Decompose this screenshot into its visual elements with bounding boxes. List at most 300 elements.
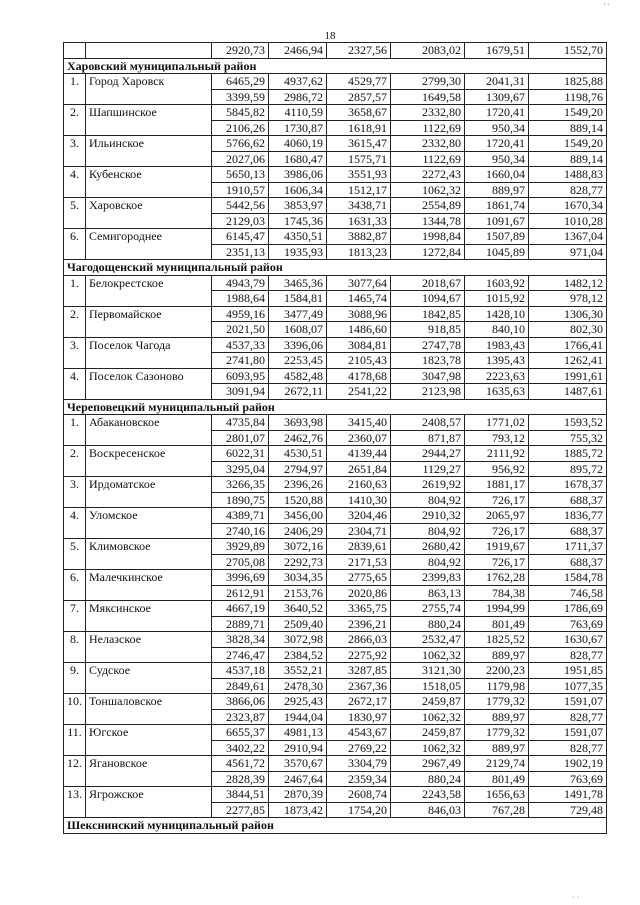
settlement-row <box>64 415 607 431</box>
value-cell: 688,37 <box>529 492 607 508</box>
page-number: 18 <box>324 30 336 42</box>
district-header-row <box>64 399 607 415</box>
value-cell: 2801,07 <box>212 430 269 446</box>
settlement-name: Мяксинское <box>86 601 212 632</box>
settlement-row <box>64 446 607 462</box>
value-cell: 2160,63 <box>327 477 391 493</box>
value-cell: 726,17 <box>465 523 529 539</box>
value-cell: 2747,78 <box>391 337 465 353</box>
value-cell: 4060,19 <box>269 136 327 152</box>
value-cell: 2327,56 <box>327 43 391 59</box>
value-cell: 1813,23 <box>327 244 391 260</box>
value-cell: 2272,43 <box>391 167 465 183</box>
value-cell: 2672,11 <box>269 384 327 400</box>
value-cell: 3693,98 <box>269 415 327 431</box>
value-cell: 1045,89 <box>465 244 529 260</box>
value-cell: 1635,63 <box>465 384 529 400</box>
value-cell: 1618,91 <box>327 120 391 136</box>
value-cell: 2332,80 <box>391 136 465 152</box>
value-cell: 2672,17 <box>327 694 391 710</box>
value-cell: 3204,46 <box>327 508 391 524</box>
value-cell: 2920,73 <box>212 43 269 59</box>
value-cell: 4530,51 <box>269 446 327 462</box>
value-cell: 1745,36 <box>269 213 327 229</box>
value-cell: 2509,40 <box>269 616 327 632</box>
row-index: 3. <box>64 337 86 368</box>
value-cell: 2275,92 <box>327 647 391 663</box>
value-cell: 2243,58 <box>391 787 465 803</box>
value-cell: 1608,07 <box>269 322 327 338</box>
value-cell: 956,92 <box>465 461 529 477</box>
row-index: 13. <box>64 787 86 818</box>
value-cell: 3866,06 <box>212 694 269 710</box>
value-cell: 3929,89 <box>212 539 269 555</box>
settlement-name: Малечкинское <box>86 570 212 601</box>
value-cell: 828,77 <box>529 740 607 756</box>
value-cell: 2467,64 <box>269 771 327 787</box>
row-index: 10. <box>64 694 86 725</box>
value-cell: 1344,78 <box>391 213 465 229</box>
value-cell: 1062,32 <box>391 709 465 725</box>
value-cell: 3551,93 <box>327 167 391 183</box>
settlement-name: Поселок Чагода <box>86 337 212 368</box>
row-index: 7. <box>64 601 86 632</box>
value-cell: 1482,12 <box>529 275 607 291</box>
value-cell: 2332,80 <box>391 105 465 121</box>
value-cell: 1861,74 <box>465 198 529 214</box>
value-cell: 3853,97 <box>269 198 327 214</box>
value-cell: 2541,22 <box>327 384 391 400</box>
settlement-row <box>64 601 607 617</box>
value-cell: 3438,71 <box>327 198 391 214</box>
district-title: Чагодощенский муниципальный район <box>64 260 607 276</box>
value-cell: 1487,61 <box>529 384 607 400</box>
value-cell: 1919,67 <box>465 539 529 555</box>
value-cell: 1730,87 <box>269 120 327 136</box>
value-cell: 3552,21 <box>269 663 327 679</box>
value-cell: 2253,45 <box>269 353 327 369</box>
value-cell: 1122,69 <box>391 151 465 167</box>
district-title: Шекснинский муниципальный район <box>64 818 607 834</box>
value-cell: 3077,64 <box>327 275 391 291</box>
value-cell: 801,49 <box>465 616 529 632</box>
row-index: 6. <box>64 229 86 260</box>
corner-mark: ' ' <box>604 2 609 11</box>
settlement-row <box>64 136 607 152</box>
value-cell: 804,92 <box>391 523 465 539</box>
value-cell: 3658,67 <box>327 105 391 121</box>
value-cell: 1910,57 <box>212 182 269 198</box>
value-cell: 2359,34 <box>327 771 391 787</box>
row-index: 5. <box>64 539 86 570</box>
value-cell: 2105,43 <box>327 353 391 369</box>
value-cell: 1091,67 <box>465 213 529 229</box>
value-cell: 1830,97 <box>327 709 391 725</box>
value-cell: 2925,43 <box>269 694 327 710</box>
value-cell: 3304,79 <box>327 756 391 772</box>
row-index: 1. <box>64 74 86 105</box>
value-cell: 1507,89 <box>465 229 529 245</box>
value-cell: 2396,26 <box>269 477 327 493</box>
value-cell: 1656,63 <box>465 787 529 803</box>
row-index: 1. <box>64 275 86 306</box>
value-cell: 828,77 <box>529 647 607 663</box>
value-cell: 2608,74 <box>327 787 391 803</box>
value-cell: 1593,52 <box>529 415 607 431</box>
value-cell: 1062,32 <box>391 182 465 198</box>
value-cell: 2027,06 <box>212 151 269 167</box>
value-cell: 2857,57 <box>327 89 391 105</box>
settlement-name: Воскресенское <box>86 446 212 477</box>
value-cell: 1552,70 <box>529 43 607 59</box>
value-cell: 1951,85 <box>529 663 607 679</box>
value-cell: 889,97 <box>465 182 529 198</box>
value-cell: 6093,95 <box>212 368 269 384</box>
value-cell: 828,77 <box>529 709 607 725</box>
value-cell: 840,10 <box>465 322 529 338</box>
settlement-name: Ягрожское <box>86 787 212 818</box>
settlement-name: Белокрестское <box>86 275 212 306</box>
row-index: 1. <box>64 415 86 446</box>
settlement-row <box>64 539 607 555</box>
row-index: 12. <box>64 756 86 787</box>
value-cell: 3402,22 <box>212 740 269 756</box>
value-cell: 871,87 <box>391 430 465 446</box>
value-cell: 2554,89 <box>391 198 465 214</box>
value-cell: 4943,79 <box>212 275 269 291</box>
value-cell: 1306,30 <box>529 306 607 322</box>
value-cell: 1766,41 <box>529 337 607 353</box>
value-cell: 2020,86 <box>327 585 391 601</box>
value-cell: 5442,56 <box>212 198 269 214</box>
value-cell: 3477,49 <box>269 306 327 322</box>
settlement-row <box>64 477 607 493</box>
value-cell: 4389,71 <box>212 508 269 524</box>
value-cell: 1649,58 <box>391 89 465 105</box>
value-cell: 2123,98 <box>391 384 465 400</box>
value-cell: 2041,31 <box>465 74 529 90</box>
value-cell: 2223,63 <box>465 368 529 384</box>
value-cell: 1885,72 <box>529 446 607 462</box>
value-cell: 1309,67 <box>465 89 529 105</box>
value-cell: 3415,40 <box>327 415 391 431</box>
value-cell: 2866,03 <box>327 632 391 648</box>
value-cell: 2351,13 <box>212 244 269 260</box>
value-cell: 5650,13 <box>212 167 269 183</box>
value-cell: 1367,04 <box>529 229 607 245</box>
value-cell: 1584,78 <box>529 570 607 586</box>
value-cell: 6655,37 <box>212 725 269 741</box>
value-cell: 828,77 <box>529 182 607 198</box>
value-cell: 1720,41 <box>465 105 529 121</box>
value-cell: 2396,21 <box>327 616 391 632</box>
value-cell: 2129,74 <box>465 756 529 772</box>
settlement-name: Нелазское <box>86 632 212 663</box>
value-cell: 3047,98 <box>391 368 465 384</box>
value-cell: 1994,99 <box>465 601 529 617</box>
value-cell: 2065,97 <box>465 508 529 524</box>
value-cell: 2277,85 <box>212 802 269 818</box>
value-cell: 4178,68 <box>327 368 391 384</box>
row-index: 2. <box>64 446 86 477</box>
value-cell: 3396,06 <box>269 337 327 353</box>
settlement-name: Климовское <box>86 539 212 570</box>
value-cell: 1679,51 <box>465 43 529 59</box>
value-cell: 3399,59 <box>212 89 269 105</box>
value-cell: 2532,47 <box>391 632 465 648</box>
row-index: 4. <box>64 368 86 399</box>
value-cell: 2889,71 <box>212 616 269 632</box>
settlement-row <box>64 167 607 183</box>
tariff-table <box>63 42 607 834</box>
value-cell: 4110,59 <box>269 105 327 121</box>
value-cell: 2910,94 <box>269 740 327 756</box>
settlement-name: Ильинское <box>86 136 212 167</box>
value-cell: 918,85 <box>391 322 465 338</box>
value-cell: 1823,78 <box>391 353 465 369</box>
value-cell: 1991,61 <box>529 368 607 384</box>
row-index: 4. <box>64 167 86 198</box>
value-cell: 2399,83 <box>391 570 465 586</box>
settlement-row <box>64 756 607 772</box>
value-cell: 846,03 <box>391 802 465 818</box>
value-cell: 1660,04 <box>465 167 529 183</box>
value-cell: 895,72 <box>529 461 607 477</box>
value-cell: 4139,44 <box>327 446 391 462</box>
settlement-row <box>64 663 607 679</box>
value-cell: 4529,77 <box>327 74 391 90</box>
value-cell: 1010,28 <box>529 213 607 229</box>
value-cell: 950,34 <box>465 120 529 136</box>
district-header-row <box>64 818 607 834</box>
value-cell: 4667,19 <box>212 601 269 617</box>
value-cell: 3570,67 <box>269 756 327 772</box>
value-cell: 3986,06 <box>269 167 327 183</box>
settlement-name: Ирдоматское <box>86 477 212 508</box>
value-cell: 1762,28 <box>465 570 529 586</box>
settlement-row <box>64 229 607 245</box>
row-index: 3. <box>64 477 86 508</box>
settlement-name: Абаканoвское <box>86 415 212 446</box>
value-cell: 755,32 <box>529 430 607 446</box>
value-cell: 1836,77 <box>529 508 607 524</box>
value-cell: 2018,67 <box>391 275 465 291</box>
value-cell: 1062,32 <box>391 647 465 663</box>
value-cell: 3882,87 <box>327 229 391 245</box>
value-cell: 2360,07 <box>327 430 391 446</box>
value-cell: 1603,92 <box>465 275 529 291</box>
value-cell: 2741,80 <box>212 353 269 369</box>
row-index: 4. <box>64 508 86 539</box>
value-cell: 1512,17 <box>327 182 391 198</box>
value-cell: 889,97 <box>465 709 529 725</box>
settlement-name: Югское <box>86 725 212 756</box>
value-cell: 6465,29 <box>212 74 269 90</box>
value-cell: 1262,41 <box>529 353 607 369</box>
value-cell: 801,49 <box>465 771 529 787</box>
value-cell: 2111,92 <box>465 446 529 462</box>
settlement-row <box>64 725 607 741</box>
value-cell: 1988,64 <box>212 291 269 307</box>
value-cell: 1670,34 <box>529 198 607 214</box>
value-cell: 2171,53 <box>327 554 391 570</box>
value-cell: 1771,02 <box>465 415 529 431</box>
value-cell: 2466,94 <box>269 43 327 59</box>
value-cell: 1680,47 <box>269 151 327 167</box>
value-cell: 880,24 <box>391 616 465 632</box>
value-cell: 1077,35 <box>529 678 607 694</box>
value-cell: 746,58 <box>529 585 607 601</box>
value-cell: 2478,30 <box>269 678 327 694</box>
value-cell: 2462,76 <box>269 430 327 446</box>
row-index: 5. <box>64 198 86 229</box>
value-cell: 971,04 <box>529 244 607 260</box>
settlement-name: Поселок Сазоново <box>86 368 212 399</box>
settlement-name: Кубенское <box>86 167 212 198</box>
district-header-row <box>64 260 607 276</box>
settlement-row <box>64 275 607 291</box>
value-cell: 4537,33 <box>212 337 269 353</box>
value-cell: 3456,00 <box>269 508 327 524</box>
value-cell: 1465,74 <box>327 291 391 307</box>
settlement-row <box>64 787 607 803</box>
value-cell: 1179,98 <box>465 678 529 694</box>
settlement-name: Семигороднее <box>86 229 212 260</box>
value-cell: 1094,67 <box>391 291 465 307</box>
value-cell: 2775,65 <box>327 570 391 586</box>
value-cell: 2967,49 <box>391 756 465 772</box>
value-cell: 2612,91 <box>212 585 269 601</box>
value-cell: 1754,20 <box>327 802 391 818</box>
value-cell: 763,69 <box>529 616 607 632</box>
settlement-row <box>64 105 607 121</box>
district-header-row <box>64 58 607 74</box>
value-cell: 4561,72 <box>212 756 269 772</box>
value-cell: 1998,84 <box>391 229 465 245</box>
settlement-row <box>64 368 607 384</box>
value-cell: 1944,04 <box>269 709 327 725</box>
value-cell: 889,14 <box>529 120 607 136</box>
settlement-row <box>64 337 607 353</box>
value-cell: 4582,48 <box>269 368 327 384</box>
value-cell: 2408,57 <box>391 415 465 431</box>
value-cell: 1881,17 <box>465 477 529 493</box>
name-cell <box>86 43 212 59</box>
value-cell: 2910,32 <box>391 508 465 524</box>
value-cell: 1584,81 <box>269 291 327 307</box>
value-cell: 2944,27 <box>391 446 465 462</box>
value-cell: 2799,30 <box>391 74 465 90</box>
settlement-name: Харовское <box>86 198 212 229</box>
value-cell: 2769,22 <box>327 740 391 756</box>
value-cell: 4543,67 <box>327 725 391 741</box>
district-title: Череповецкий муниципальный район <box>64 399 607 415</box>
settlement-row <box>64 306 607 322</box>
value-cell: 880,24 <box>391 771 465 787</box>
value-cell: 2129,03 <box>212 213 269 229</box>
value-cell: 1711,37 <box>529 539 607 555</box>
value-cell: 2323,87 <box>212 709 269 725</box>
value-cell: 2292,73 <box>269 554 327 570</box>
value-cell: 2619,92 <box>391 477 465 493</box>
value-cell: 4959,16 <box>212 306 269 322</box>
value-cell: 1631,33 <box>327 213 391 229</box>
value-cell: 2849,61 <box>212 678 269 694</box>
value-cell: 1842,85 <box>391 306 465 322</box>
value-cell: 3287,85 <box>327 663 391 679</box>
row-index: 2. <box>64 105 86 136</box>
value-cell: 2304,71 <box>327 523 391 539</box>
value-cell: 1428,10 <box>465 306 529 322</box>
row-index: 3. <box>64 136 86 167</box>
value-cell: 2828,39 <box>212 771 269 787</box>
settlement-name: Тоншаловское <box>86 694 212 725</box>
value-cell: 1779,32 <box>465 694 529 710</box>
value-cell: 3121,30 <box>391 663 465 679</box>
value-cell: 3828,34 <box>212 632 269 648</box>
value-cell: 2200,23 <box>465 663 529 679</box>
value-cell: 3091,94 <box>212 384 269 400</box>
settlement-row <box>64 508 607 524</box>
value-cell: 1575,71 <box>327 151 391 167</box>
value-cell: 3465,36 <box>269 275 327 291</box>
value-cell: 2384,52 <box>269 647 327 663</box>
value-cell: 1983,43 <box>465 337 529 353</box>
value-cell: 804,92 <box>391 554 465 570</box>
settlement-row <box>64 632 607 648</box>
settlement-name: Судское <box>86 663 212 694</box>
value-cell: 1591,07 <box>529 725 607 741</box>
value-cell: 3295,04 <box>212 461 269 477</box>
value-cell: 1549,20 <box>529 136 607 152</box>
value-cell: 3034,35 <box>269 570 327 586</box>
value-cell: 1122,69 <box>391 120 465 136</box>
value-cell: 3072,98 <box>269 632 327 648</box>
value-cell: 889,97 <box>465 740 529 756</box>
value-cell: 1062,32 <box>391 740 465 756</box>
row-index: 9. <box>64 663 86 694</box>
value-cell: 1873,42 <box>269 802 327 818</box>
value-cell: 1015,92 <box>465 291 529 307</box>
settlement-row <box>64 74 607 90</box>
value-cell: 4350,51 <box>269 229 327 245</box>
value-cell: 2367,36 <box>327 678 391 694</box>
value-cell: 793,12 <box>465 430 529 446</box>
value-cell: 4735,84 <box>212 415 269 431</box>
settlement-name: Первомайское <box>86 306 212 337</box>
value-cell: 784,38 <box>465 585 529 601</box>
value-cell: 2746,47 <box>212 647 269 663</box>
value-cell: 2705,08 <box>212 554 269 570</box>
value-cell: 978,12 <box>529 291 607 307</box>
value-cell: 1410,30 <box>327 492 391 508</box>
value-cell: 1825,52 <box>465 632 529 648</box>
value-cell: 3266,35 <box>212 477 269 493</box>
value-cell: 3996,69 <box>212 570 269 586</box>
value-cell: 1520,88 <box>269 492 327 508</box>
value-cell: 1720,41 <box>465 136 529 152</box>
value-cell: 1935,93 <box>269 244 327 260</box>
value-cell: 1198,76 <box>529 89 607 105</box>
value-cell: 863,13 <box>391 585 465 601</box>
value-cell: 950,34 <box>465 151 529 167</box>
value-cell: 1488,83 <box>529 167 607 183</box>
value-cell: 2680,42 <box>391 539 465 555</box>
value-cell: 2459,87 <box>391 694 465 710</box>
value-cell: 2106,26 <box>212 120 269 136</box>
row-index: 8. <box>64 632 86 663</box>
settlement-name: Шапшинское <box>86 105 212 136</box>
